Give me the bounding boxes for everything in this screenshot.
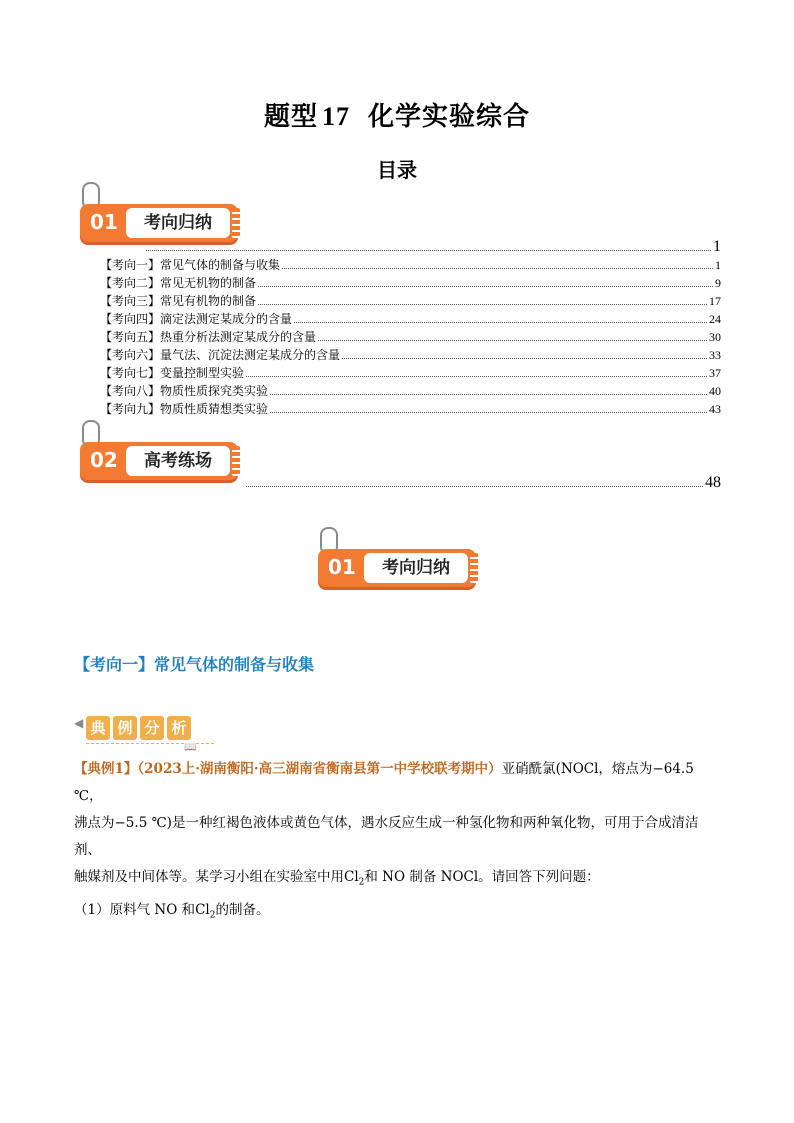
section-badge-2: 02 高考练场 [80,438,240,484]
toc-item[interactable]: 【考向九】物质性质猜想类实验 43 [100,402,721,416]
toc-item[interactable]: 【考向三】常见有机物的制备 17 [100,294,721,308]
page-title: 题型 17 化学实验综合 [263,102,531,132]
toc-row-section-1[interactable]: 1 [144,238,721,256]
toc-list [100,256,721,418]
toc-item[interactable]: 【考向八】物质性质探究类实验 40 [100,384,721,398]
toc-heading: 目录 [377,158,417,182]
toc-row-section-2[interactable]: 48 [244,474,721,492]
toc-item[interactable]: 【考向六】量气法、沉淀法测定某成分的含量 33 [100,348,721,362]
toc-item[interactable]: 【考向一】常见气体的制备与收集 1 [100,258,721,272]
toc-item[interactable]: 【考向四】滴定法测定某成分的含量 24 [100,312,721,326]
example-analysis-banner: ◀ 典 例 分 析 📖 [74,716,214,746]
speaker-icon: ◀ [74,716,84,730]
toc-item[interactable]: 【考向五】热重分析法测定某成分的含量 30 [100,330,721,344]
toc-item[interactable]: 【考向七】变量控制型实验 37 [100,366,721,380]
section-badge-3: 01 考向归纳 [318,545,478,591]
book-icon: 📖 [184,742,197,753]
section-title: 【考向一】常见气体的制备与收集 [74,655,315,674]
section-badge-1: 01 考向归纳 [80,200,240,246]
example-paragraph: 【典例1】（2023上·湖南衡阳·高三湖南省衡南县第一中学校联考期中）亚硝酰氯(NOCl，熔点为−64.5 ℃， 沸点为−5.5 ℃)是一种红褐色液体或黄色气体，遇水反应生成一种氢化物和两种氧化物，可用于合成清洁剂、 触媒剂及中间体等。某学习小组在实验室中用$Cl_2$和 NO 制备 NOCl。请回答下列问题： （1）原料气 NO 和$Cl_2$的制备。 [74,761,699,921]
toc-item[interactable]: 【考向二】常见无机物的制备 9 [100,276,721,290]
